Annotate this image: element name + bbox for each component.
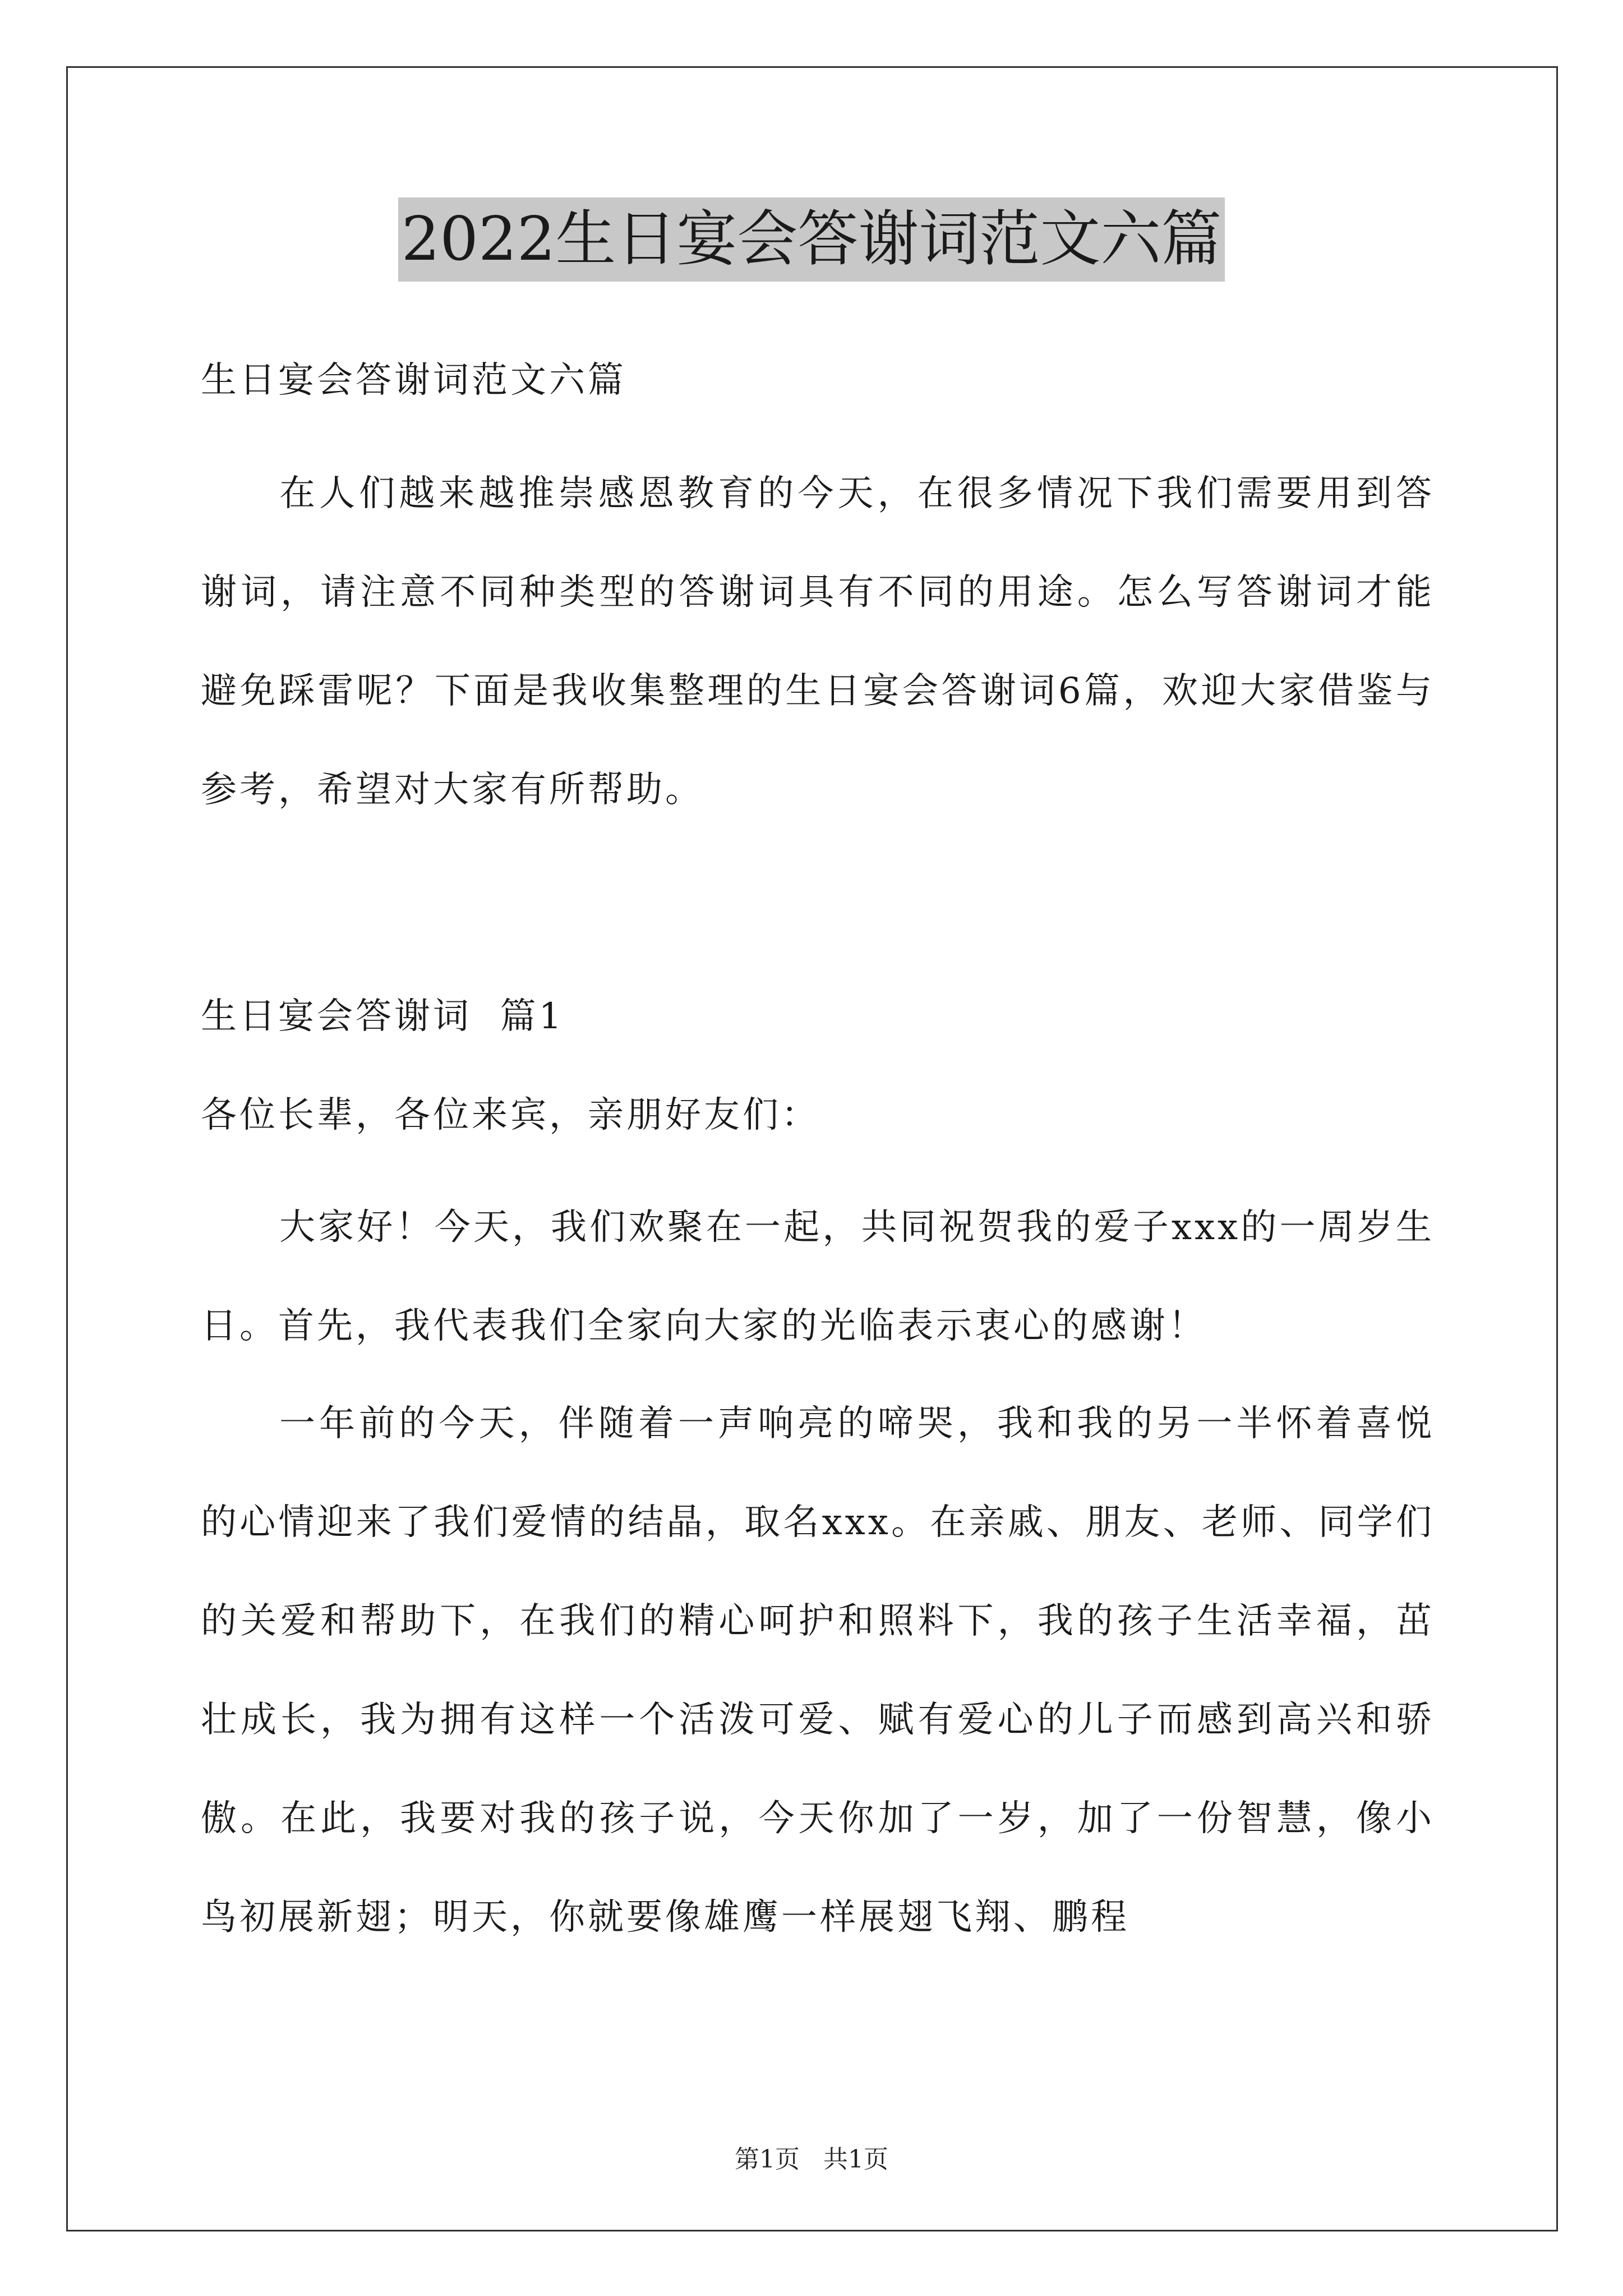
document-title: 2022生日宴会答谢词范文六篇 xyxy=(398,197,1225,282)
intro-section xyxy=(201,444,1435,839)
subtitle-text: 生日宴会答谢词范文六篇 xyxy=(201,360,626,401)
paragraph-1-text: 大家好！今天，我们欢聚在一起，共同祝贺我的爱子xxx的一周岁生日。首先，我代表我们全家向大家的光临表示衷心的感谢！ xyxy=(201,1207,1435,1347)
section-heading xyxy=(201,967,1435,1066)
paragraph-2 xyxy=(201,1374,1435,1967)
salutation xyxy=(201,1066,1435,1165)
title-container xyxy=(0,197,1623,282)
section-heading-text: 生日宴会答谢词 篇1 xyxy=(201,996,565,1037)
paragraph-1 xyxy=(201,1178,1435,1375)
page-footer xyxy=(0,2143,1623,2177)
salutation-text: 各位长辈，各位来宾，亲朋好友们： xyxy=(201,1094,820,1136)
page-number: 第1页 共1页 xyxy=(735,2145,888,2174)
paragraph-2-text: 一年前的今天，伴随着一声响亮的啼哭，我和我的另一半怀着喜悦的心情迎来了我们爱情的结晶，取名xxx。在亲戚、朋友、老师、同学们的关爱和帮助下，在我们的精心呵护和照料下，我的孩子生活幸福，茁壮成长，我为拥有这样一个活泼可爱、赋有爱心的儿子而感到高兴和骄傲。在此，我要对我的孩子说，今天你加了一岁，加了一份智慧，像小鸟初展新翅；明天，你就要像雄鹰一样展翅飞翔、鹏程 xyxy=(201,1403,1435,1938)
intro-paragraph: 在人们越来越推崇感恩教育的今天，在很多情况下我们需要用到答谢词，请注意不同种类型的答谢词具有不同的用途。怎么写答谢词才能避免踩雷呢？下面是我收集整理的生日宴会答谢词6篇，欢迎大家借鉴与参考，希望对大家有所帮助。 xyxy=(201,473,1435,811)
document-subtitle xyxy=(201,331,1435,430)
